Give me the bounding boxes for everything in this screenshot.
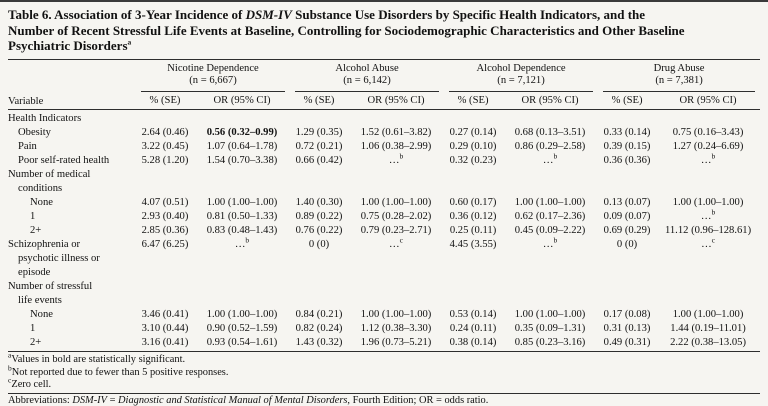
value-cell: 0.85 (0.23–3.16) bbox=[514, 337, 586, 349]
value-cell: 3.22 (0.45) bbox=[141, 141, 189, 153]
group-alcohol-dependence bbox=[444, 60, 598, 93]
text-segment: Not reported due to fewer than 5 positive responses. bbox=[11, 366, 229, 378]
or-ci-header: OR (95% CI) bbox=[656, 92, 760, 110]
value-cell: 0.25 (0.11) bbox=[449, 225, 497, 237]
row-label: Poor self-rated health bbox=[18, 155, 110, 167]
value-cell: 0.56 (0.32–0.99) bbox=[206, 127, 278, 139]
value-cell: 0.32 (0.23) bbox=[449, 155, 497, 167]
empty-cells bbox=[136, 280, 760, 308]
or-ci-header: OR (95% CI) bbox=[502, 92, 598, 110]
value-cell: 0.75 (0.16–3.43) bbox=[672, 127, 744, 139]
text-segment: Zero cell. bbox=[11, 379, 52, 391]
value-cell: 1.96 (0.73–5.21) bbox=[360, 337, 432, 349]
pct-se-header: % (SE) bbox=[136, 92, 194, 110]
row-label: Schizophrenia or psychotic illness or episode bbox=[8, 239, 100, 279]
value-cell: 0.72 (0.21) bbox=[295, 141, 343, 153]
value-cell: 1.54 (0.70–3.38) bbox=[206, 155, 278, 167]
group-alcohol-abuse bbox=[290, 60, 444, 93]
text-segment: DSM-IV bbox=[72, 395, 107, 406]
row-label: Obesity bbox=[18, 127, 51, 139]
row-label: Number of stressful life events bbox=[8, 281, 93, 307]
value-cell: 0.27 (0.14) bbox=[449, 127, 497, 139]
value-cell: …$^b$ bbox=[388, 151, 404, 167]
value-cell: 1.00 (1.00–1.00) bbox=[672, 197, 744, 209]
value-cell: 1.29 (0.35) bbox=[295, 127, 343, 139]
row-label: 2+ bbox=[30, 337, 42, 349]
group-name: Drug Abuse bbox=[653, 62, 705, 74]
superscript-marker: a bbox=[8, 350, 12, 360]
row-label: Number of medical conditions bbox=[8, 169, 91, 195]
pct-se-header: % (SE) bbox=[444, 92, 502, 110]
data-row bbox=[8, 196, 760, 210]
text-segment: Values in bold are statistically significant. bbox=[11, 354, 186, 366]
value-cell: …$^b$ bbox=[542, 151, 558, 167]
value-cell: 4.07 (0.51) bbox=[141, 197, 189, 209]
group-nicotine-dependence bbox=[136, 60, 290, 93]
value-cell: 0.38 (0.14) bbox=[449, 337, 497, 349]
value-cell: 3.10 (0.44) bbox=[141, 323, 189, 335]
value-cell: 0 (0) bbox=[308, 239, 330, 251]
value-cell: 0.86 (0.29–2.58) bbox=[514, 141, 586, 153]
row-label: Pain bbox=[18, 141, 37, 153]
abbreviations-line bbox=[8, 393, 760, 406]
text-segment: Abbreviations: bbox=[8, 395, 73, 406]
value-cell: 0.62 (0.17–2.36) bbox=[514, 211, 586, 223]
row-label: Health Indicators bbox=[8, 113, 82, 125]
value-cell: 11.12 (0.96–128.61) bbox=[664, 225, 752, 237]
footnote-line bbox=[8, 350, 760, 367]
value-cell: 1.07 (0.64–1.78) bbox=[206, 141, 278, 153]
value-cell: 0.09 (0.07) bbox=[603, 211, 651, 223]
section-row bbox=[8, 168, 760, 196]
text-segment: Diagnostic and Statistical Manual of Mental Disorders bbox=[118, 395, 348, 406]
value-cell: 0.69 (0.29) bbox=[603, 225, 651, 237]
footnotes-section bbox=[8, 351, 760, 406]
value-cell: 6.47 (6.25) bbox=[141, 239, 189, 251]
value-cell: 0.45 (0.09–2.22) bbox=[514, 225, 586, 237]
text-segment: Table 6. Association of 3-Year Incidence of bbox=[8, 7, 246, 22]
table-header bbox=[8, 60, 760, 110]
value-cell: 1.00 (1.00–1.00) bbox=[360, 309, 432, 321]
value-cell: 3.16 (0.41) bbox=[141, 337, 189, 349]
empty-cells bbox=[136, 168, 760, 196]
data-row bbox=[8, 210, 760, 224]
value-cell: 0 (0) bbox=[616, 239, 638, 251]
value-cell: 1.27 (0.24–6.69) bbox=[672, 141, 744, 153]
value-cell: 0.36 (0.12) bbox=[449, 211, 497, 223]
group-name: Nicotine Dependence bbox=[167, 62, 259, 74]
row-label: 2+ bbox=[30, 225, 42, 237]
or-ci-header: OR (95% CI) bbox=[194, 92, 290, 110]
value-cell: 0.35 (0.09–1.31) bbox=[514, 323, 586, 335]
footnote-lines bbox=[8, 350, 760, 392]
value-cell: …$^b$ bbox=[542, 235, 558, 251]
pct-se-header: % (SE) bbox=[290, 92, 348, 110]
value-cell: 0.83 (0.48–1.43) bbox=[206, 225, 278, 237]
variable-label: Variable bbox=[8, 96, 44, 108]
value-cell: 0.24 (0.11) bbox=[449, 323, 497, 335]
value-cell: …$^b$ bbox=[700, 207, 716, 223]
value-cell: 1.12 (0.38–3.30) bbox=[360, 323, 432, 335]
value-cell: 0.68 (0.13–3.51) bbox=[514, 127, 586, 139]
results-table bbox=[8, 60, 760, 351]
text-segment: , Fourth Edition; OR = odds ratio. bbox=[347, 395, 489, 406]
footnote-line bbox=[8, 363, 760, 380]
data-row bbox=[8, 336, 760, 350]
group-name: Alcohol Abuse bbox=[335, 62, 399, 74]
value-cell: 0.49 (0.31) bbox=[603, 337, 651, 349]
value-cell: 1.43 (0.32) bbox=[295, 337, 343, 349]
value-cell: …$^b$ bbox=[234, 235, 250, 251]
value-cell: 4.45 (3.55) bbox=[449, 239, 497, 251]
value-cell: 1.00 (1.00–1.00) bbox=[206, 197, 278, 209]
empty-cells bbox=[136, 110, 760, 127]
value-cell: 0.60 (0.17) bbox=[449, 197, 497, 209]
superscript-marker: b bbox=[8, 363, 12, 373]
value-cell: 2.22 (0.38–13.05) bbox=[670, 337, 746, 349]
value-cell: 1.40 (0.30) bbox=[295, 197, 343, 209]
data-row bbox=[8, 308, 760, 322]
value-cell: 0.39 (0.15) bbox=[603, 141, 651, 153]
value-cell: 0.66 (0.42) bbox=[295, 155, 343, 167]
value-cell: 1.00 (1.00–1.00) bbox=[360, 197, 432, 209]
group-drug-abuse bbox=[598, 60, 760, 93]
footnote-line bbox=[8, 375, 760, 392]
value-cell: 0.31 (0.13) bbox=[603, 323, 651, 335]
value-cell: 0.29 (0.10) bbox=[449, 141, 497, 153]
value-cell: 3.46 (0.41) bbox=[141, 309, 189, 321]
value-cell: 0.76 (0.22) bbox=[295, 225, 343, 237]
value-cell: 0.53 (0.14) bbox=[449, 309, 497, 321]
value-cell: 5.28 (1.20) bbox=[141, 155, 189, 167]
value-cell: 2.93 (0.40) bbox=[141, 211, 189, 223]
row-label: None bbox=[30, 309, 53, 321]
value-cell: …$^b$ bbox=[700, 151, 716, 167]
data-row bbox=[8, 238, 760, 280]
row-label: 1 bbox=[30, 323, 36, 335]
data-row bbox=[8, 140, 760, 154]
value-cell: …$^c$ bbox=[389, 235, 403, 251]
text-segment: DSM-IV bbox=[245, 7, 292, 22]
data-row bbox=[8, 154, 760, 168]
value-cell: 1.00 (1.00–1.00) bbox=[514, 197, 586, 209]
superscript-marker: a bbox=[127, 37, 132, 47]
variable-column-header bbox=[8, 60, 136, 110]
group-name: Alcohol Dependence bbox=[476, 62, 566, 74]
value-cell: 1.00 (1.00–1.00) bbox=[514, 309, 586, 321]
value-cell: 0.33 (0.14) bbox=[603, 127, 651, 139]
table-title bbox=[8, 2, 760, 60]
value-cell: 0.82 (0.24) bbox=[295, 323, 343, 335]
value-cell: 0.79 (0.23–2.71) bbox=[360, 225, 432, 237]
value-cell: 0.81 (0.50–1.33) bbox=[206, 211, 278, 223]
row-label: None bbox=[30, 197, 53, 209]
data-row bbox=[8, 126, 760, 140]
or-ci-header: OR (95% CI) bbox=[348, 92, 444, 110]
superscript-marker: c bbox=[8, 375, 12, 385]
text-segment: Substance Use Disorders by Specific Health Indicators, and the bbox=[291, 7, 646, 22]
value-cell: 1.06 (0.38–2.99) bbox=[360, 141, 432, 153]
group-n: (n = 6,142) bbox=[343, 75, 391, 87]
row-label: 1 bbox=[30, 211, 36, 223]
value-cell: …$^c$ bbox=[701, 235, 716, 251]
value-cell: 0.89 (0.22) bbox=[295, 211, 343, 223]
data-row bbox=[8, 322, 760, 336]
group-n: (n = 7,381) bbox=[655, 75, 703, 87]
value-cell: 0.93 (0.54–1.61) bbox=[206, 337, 278, 349]
value-cell: 0.75 (0.28–2.02) bbox=[360, 211, 432, 223]
value-cell: 1.44 (0.19–11.01) bbox=[670, 323, 746, 335]
value-cell: 1.52 (0.61–3.82) bbox=[360, 127, 432, 139]
pct-se-header: % (SE) bbox=[598, 92, 656, 110]
section-row bbox=[8, 280, 760, 308]
text-segment: Number of Recent Stressful Life Events at Baseline, Controlling for Sociodemographic Characteristics and Other Baseline bbox=[8, 22, 685, 38]
value-cell: 2.64 (0.46) bbox=[141, 127, 189, 139]
section-row bbox=[8, 110, 760, 127]
value-cell: 0.36 (0.36) bbox=[603, 155, 651, 167]
value-cell: 2.85 (0.36) bbox=[141, 225, 189, 237]
value-cell: 1.00 (1.00–1.00) bbox=[206, 309, 278, 321]
value-cell: 0.90 (0.52–1.59) bbox=[206, 323, 278, 335]
group-n: (n = 6,667) bbox=[189, 75, 237, 87]
value-cell: 1.00 (1.00–1.00) bbox=[672, 309, 744, 321]
text-segment: Psychiatric Disorders bbox=[8, 38, 128, 53]
value-cell: 0.17 (0.08) bbox=[603, 309, 651, 321]
data-row bbox=[8, 224, 760, 238]
value-cell: 0.84 (0.21) bbox=[295, 309, 343, 321]
value-cell: 0.13 (0.07) bbox=[603, 197, 651, 209]
table-body bbox=[8, 110, 760, 351]
text-segment: = bbox=[106, 395, 119, 406]
group-n: (n = 7,121) bbox=[497, 75, 545, 87]
group-header-row bbox=[8, 60, 760, 93]
